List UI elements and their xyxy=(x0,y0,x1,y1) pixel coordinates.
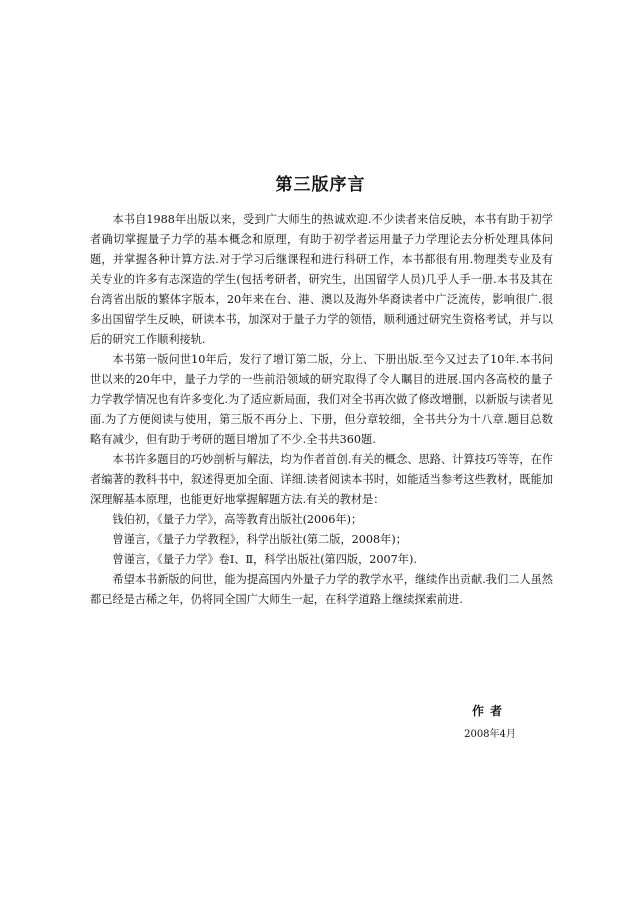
date-line: 2008年4月 xyxy=(464,729,516,740)
reference-1: 钱伯初，《量子力学》，高等教育出版社(2006年)； xyxy=(112,513,363,526)
paragraph-3: 本书许多题目的巧妙剖析与解法，均为作者首创.有关的概念、思路、计算技巧等等，在作者编著的教科书中，叙述得更加全面、详细.读者阅读本书时，如能适当参考这些教材，既能加深理解基本原理，也能更好地掌握解题方法.有关的教材是： xyxy=(90,453,553,506)
author-signature: 作者 xyxy=(471,704,508,718)
page-title: 第三版序言 xyxy=(275,175,366,195)
closing-paragraph: 希望本书新版的问世，能为提高国内外量子力学的教学水平，继续作出贡献.我们二人虽然都已经是古稀之年，仍将同全国广大师生一起，在科学道路上继续探索前进. xyxy=(90,573,553,606)
paragraph-1: 本书自1988年出版以来，受到广大师生的热诚欢迎.不少读者来信反映，本书有助于初学者确切掌握量子力学的基本概念和原理，有助于初学者运用量子力学理论去分析处理具体问题，并掌握各种计算方法.对于学习后继课程和进行科研工作，本书都很有用.物理类专业及有关专业的许多有志深造的学生(包括考研者，研究生，出国留学人员)几乎人手一册.本书及其在台湾省出版的繁体字版本，20年来在台、港、澳以及海外华裔读者中广泛流传，影响很广.很多出国留学生反映，研读本书，加深对于量子力学的领悟，顺利通过研究生资格考试，并与以后的研究工作顺利接轨. xyxy=(90,213,553,346)
reference-3: 曾谨言，《量子力学》卷Ⅰ、Ⅱ，科学出版社(第四版，2007年). xyxy=(112,553,417,566)
preface-body xyxy=(90,210,553,610)
paragraph-2: 本书第一版问世10年后，发行了增订第二版，分上、下册出版.至今又过去了10年.本书问世以来的20年中，量子力学的一些前沿领域的研究取得了令人瞩目的进展.国内各高校的量子力学教学情况也有许多变化.为了适应新局面，我们对全书再次做了修改增删，以新版与读者见面.为了方便阅读与使用，第三版不再分上、下册，但分章较细，全书共分为十八章.题目总数略有减少，但有助于考研的题目增加了不少.全书共360题. xyxy=(90,353,553,446)
reference-2: 曾谨言，《量子力学教程》，科学出版社(第二版，2008年)； xyxy=(112,533,407,546)
